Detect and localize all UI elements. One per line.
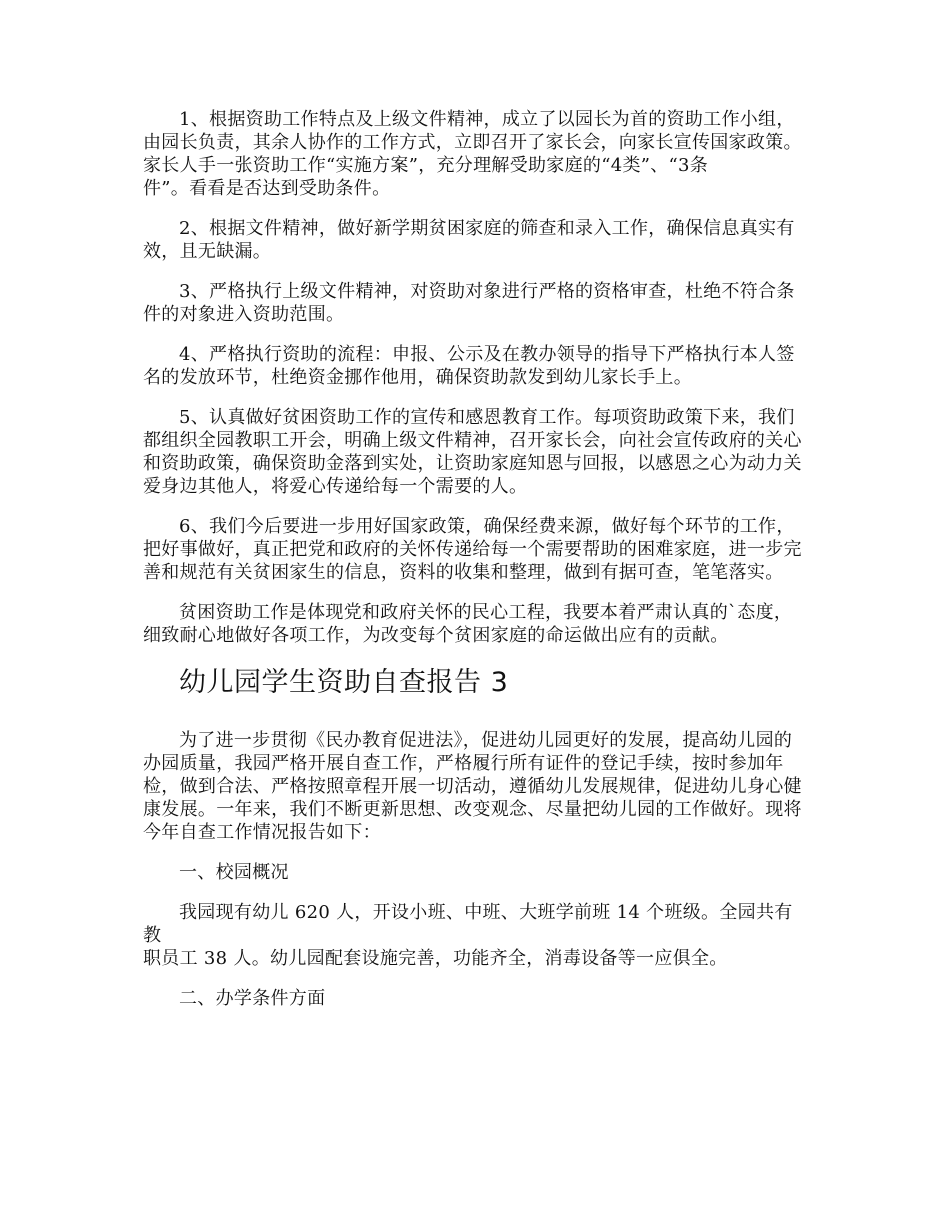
section-heading: 幼儿园学生资助自查报告 3 <box>179 667 509 698</box>
paragraph-4: 4、严格执行资助的流程：申报、公示及在教办领导的指导下严格执行本人签 名的发放环节，杜绝资金挪作他用，确保资助款发到幼儿家长手上。 <box>143 344 795 388</box>
paragraph-2: 2、根据文件精神，做好新学期贫困家庭的筛查和录入工作，确保信息真实有 效，且无缺漏。 <box>143 218 795 262</box>
document-page <box>143 108 810 1027</box>
section-1-body: 我园现有幼儿 620 人，开设小班、中班、大班学前班 14 个班级。全园共有教 职员工 38 人。幼儿园配套设施完善，功能齐全，消毒设备等一应俱全。 <box>143 902 793 969</box>
paragraph-6: 6、我们今后要进一步用好国家政策，确保经费来源，做好每个环节的工作， 把好事做好，真正把党和政府的关怀传递给每一个需要帮助的困难家庭，进一步完 善和规范有关贫困家生的信息，资料的收集和整理，做到有据可查，笔笔落实。 <box>143 516 802 583</box>
paragraph-1: 1、根据资助工作特点及上级文件精神，成立了以园长为首的资助工作小组， 由园长负责，其余人协作的工作方式，立即召开了家长会，向家长宣传国家政策。 家长人手一张资助工作“实施方案”，充分理解受助家庭的“4类”、“3条 件”。看看是否达到受助条件。 <box>143 109 802 199</box>
section-2-title: 二、办学条件方面 <box>179 988 326 1009</box>
paragraph-conclusion: 贫困资助工作是体现党和政府关怀的民心工程，我要本着严肃认真的`态度， 细致耐心地做好各项工作，为改变每个贫困家庭的命运做出应有的贡献。 <box>143 602 793 646</box>
paragraph-5: 5、认真做好贫困资助工作的宣传和感恩教育工作。每项资助政策下来，我们 都组织全园教职工开会，明确上级文件精神，召开家长会，向社会宣传政府的关心 和资助政策，确保资助金落到实处，让资助家庭知恩与回报，以感恩之心为动力关 爱身边其他人，将爱心传递给每一个需要的人。 <box>143 407 802 497</box>
section-1-title: 一、校园概况 <box>179 862 289 883</box>
intro-paragraph: 为了进一步贯彻《民办教育促进法》，促进幼儿园更好的发展，提高幼儿园的 办园质量，我园严格开展自查工作，严格履行所有证件的登记手续，按时参加年 检，做到合法、严格按照章程开展一切活动，遵循幼儿发展规律，促进幼儿身心健 康发展。一年来，我们不断更新思想、改变观念、尽量把幼儿园的工作做好。现将 今年自查工作情况报告如下： <box>143 730 802 843</box>
paragraph-3: 3、严格执行上级文件精神，对资助对象进行严格的资格审查，杜绝不符合条 件的对象进入资助范围。 <box>143 281 795 325</box>
